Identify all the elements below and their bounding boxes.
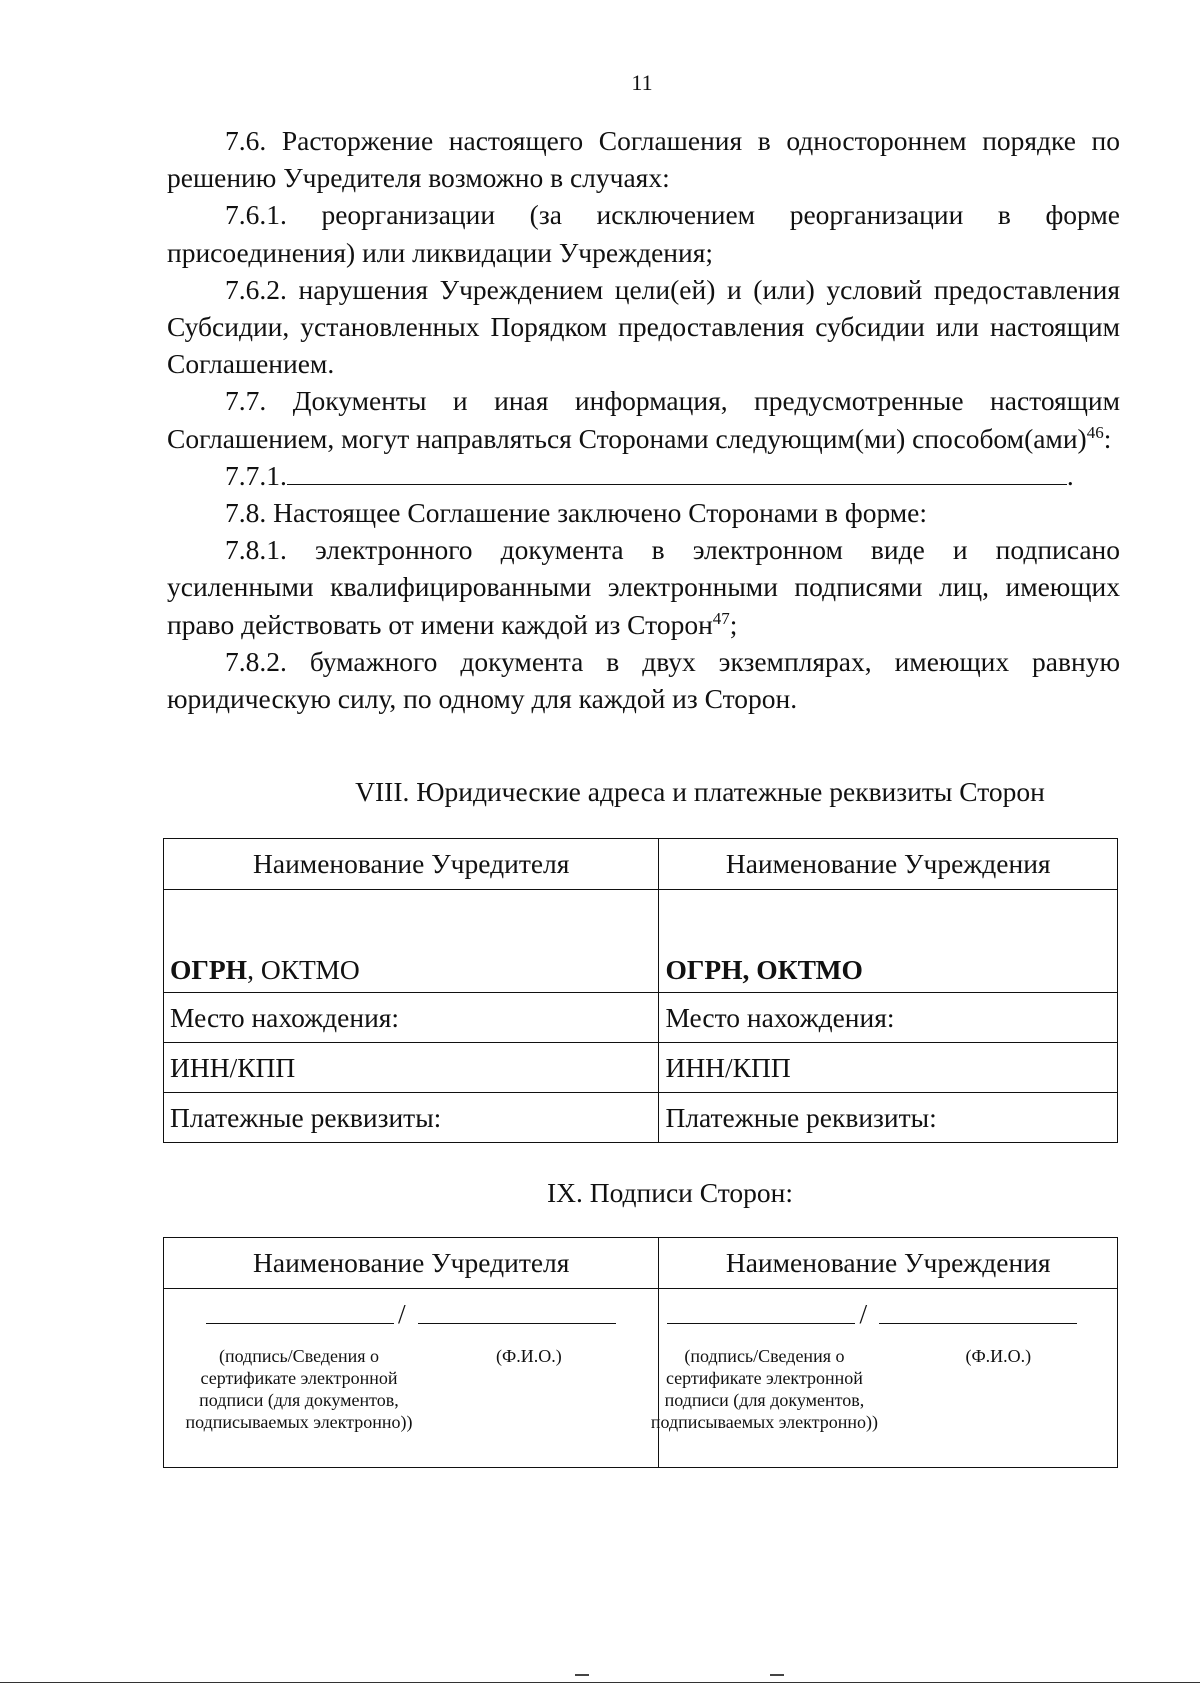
signatures-table (163, 1237, 1118, 1468)
institution-header: Наименование Учреждения (659, 1238, 1118, 1289)
paragraph-7-7: 7.7. Документы и иная информация, предусмотренные настоящим Соглашением, могут направляться Сторонами следующим(ми) способом(ами)$^{46}$: (167, 385, 1120, 454)
signature-caption: (подпись/Сведения о сертификате электронной подписи (для документов, подписываемых электронно)) (185, 1346, 413, 1432)
founder-header: Наименование Учредителя (164, 839, 659, 890)
table-header-row (164, 839, 1118, 890)
scan-bottom-edge (0, 1682, 1200, 1683)
paragraph-7-8-2: 7.8.2. бумажного документа в двух экземплярах, имеющих равную юридическую силу, по одному для каждой из Сторон. (167, 645, 1120, 715)
scan-artifact (770, 1674, 784, 1676)
founder-payment-details: Платежные реквизиты: (164, 1093, 659, 1143)
page-number: 11 (631, 70, 653, 95)
requisites-table (163, 838, 1118, 1143)
paragraph-7-6-2: 7.6.2. нарушения Учреждением цели(ей) и (или) условий предоставления Субсидии, установленных Порядком предоставления субсидии или настоящим Соглашением. (167, 273, 1120, 380)
founder-location: Место нахождения: (164, 993, 659, 1043)
founder-header: Наименование Учредителя (164, 1238, 659, 1289)
footnote-46: 46 (1086, 422, 1104, 442)
paragraph-7-8: 7.8. Настоящее Соглашение заключено Сторонами в форме: (225, 497, 928, 529)
signature-line[interactable] (667, 1323, 855, 1324)
scan-artifact (575, 1674, 589, 1676)
fill-in-blank[interactable] (287, 458, 1067, 485)
founder-signature-cell (164, 1289, 659, 1468)
signature-line[interactable] (206, 1323, 394, 1324)
institution-signature-cell (650, 1289, 1118, 1468)
fio-caption: (Ф.И.О.) (965, 1346, 1032, 1366)
table-row (164, 890, 1118, 993)
footnote-47: 47 (712, 608, 730, 628)
separator-slash: / (398, 1298, 406, 1329)
institution-location: Место нахождения: (659, 993, 1118, 1043)
institution-ogrn: ОГРН, ОКТМО (659, 890, 1118, 993)
paragraph-7-8-1: 7.8.1. электронного документа в электронном виде и подписано усиленными квалифицированными электронными подписями лиц, имеющих право действовать от имени каждой из Сторон$^{47}$; (167, 534, 1120, 640)
name-line[interactable] (418, 1323, 616, 1324)
table-header-row (164, 1238, 1118, 1289)
founder-ogrn: ОГРН, ОКТМО (164, 890, 659, 993)
paragraph-7-6: 7.6. Расторжение настоящего Соглашения в одностороннем порядке по решению Учредителя возможно в случаях: (167, 125, 1120, 194)
paragraph-7-7-1: 7.7.1. . (225, 459, 1074, 491)
institution-header: Наименование Учреждения (659, 839, 1118, 890)
agreement-text (167, 122, 1120, 717)
table-row (164, 1043, 1118, 1093)
fio-caption: (Ф.И.О.) (496, 1346, 562, 1366)
signature-caption: (подпись/Сведения о сертификате электронной подписи (для документов, подписываемых электронно)) (650, 1346, 878, 1432)
founder-inn-kpp: ИНН/КПП (164, 1043, 659, 1093)
section-8-title: VIII. Юридические адреса и платежные реквизиты Сторон (355, 776, 1045, 807)
paragraph-7-6-1: 7.6.1. реорганизации (за исключением реорганизации в форме присоединения) или ликвидации Учреждения; (167, 199, 1120, 268)
table-row (164, 1093, 1118, 1143)
signature-row (164, 1289, 1118, 1468)
institution-inn-kpp: ИНН/КПП (659, 1043, 1118, 1093)
section-9-title: IX. Подписи Сторон: (546, 1177, 794, 1208)
name-line[interactable] (879, 1323, 1077, 1324)
table-row (164, 993, 1118, 1043)
institution-payment-details: Платежные реквизиты: (659, 1093, 1118, 1143)
separator-slash: / (859, 1298, 868, 1329)
